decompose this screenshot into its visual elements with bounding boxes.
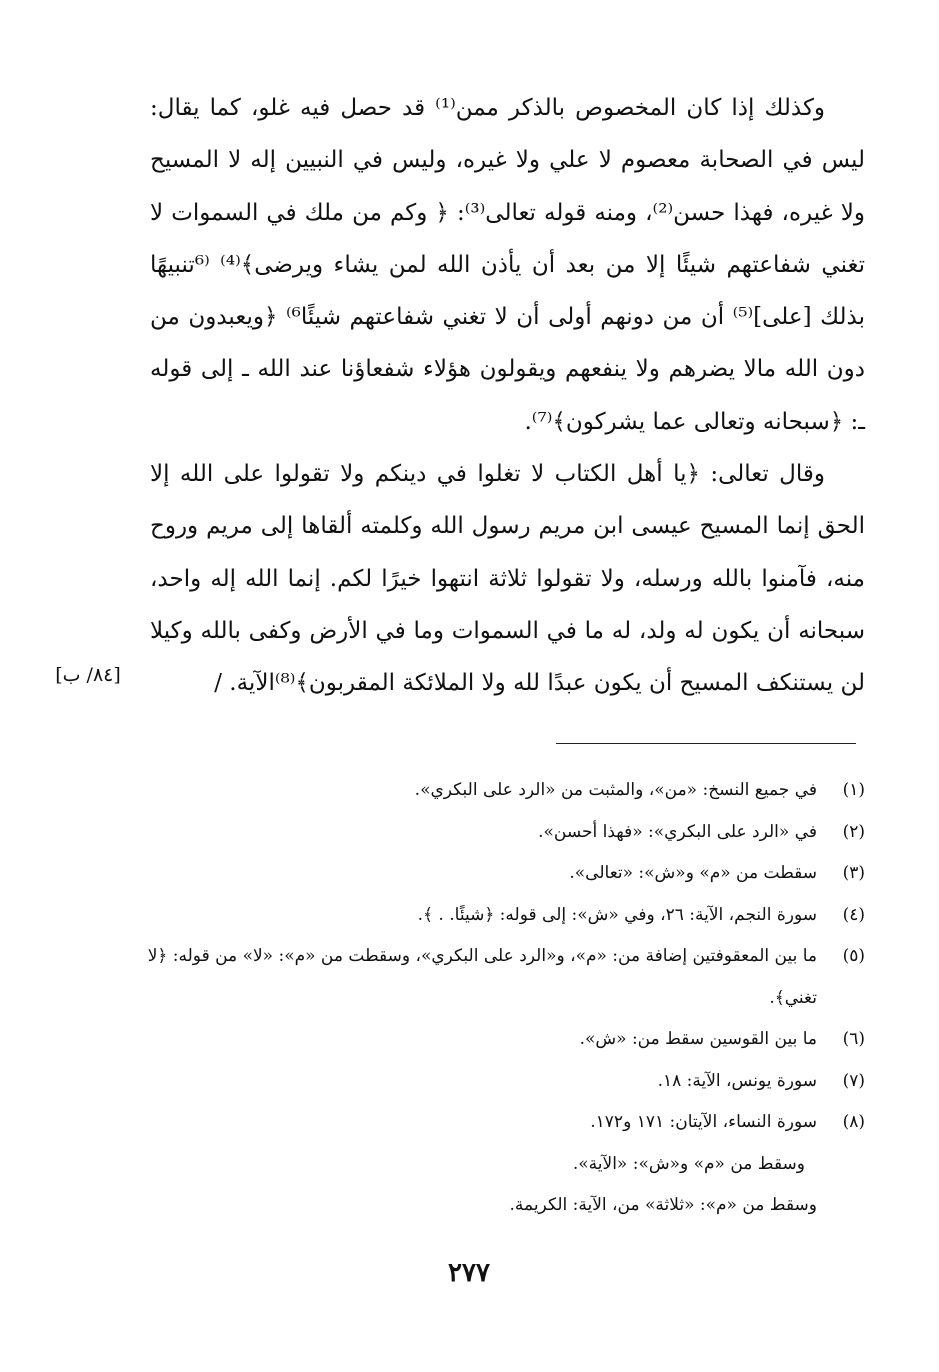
footnote-8-continuation-2 xyxy=(140,1185,865,1227)
footnote-text: وسقط من «م» و«ش»: «الآية». xyxy=(572,1153,805,1174)
footnote-2 xyxy=(140,812,865,854)
footnote-text: سورة النساء، الآيتان: ١٧١ و١٧٢. xyxy=(590,1112,817,1132)
page-number: ٢٧٧ xyxy=(448,1258,490,1288)
footnote-number: (١) xyxy=(842,780,865,800)
footnote-text: ما بين المعقوفتين إضافة من: «م»، و«الرد على البكري»، وسقطت من «م»: «لا» من قوله: ﴿لا تغني﴾. xyxy=(147,946,817,1008)
footnote-text: سورة النجم، الآية: ٢٦، وفي «ش»: إلى قوله: ﴿شيئًا. . ﴾. xyxy=(417,904,817,925)
footnote-6 xyxy=(140,1019,865,1061)
footnote-text: في جميع النسخ: «من»، والمثبت من «الرد على البكري». xyxy=(414,780,817,800)
footnote-number: (٣) xyxy=(842,863,865,883)
footnote-number: (٨) xyxy=(842,1112,865,1132)
margin-folio-note: [٨٤/ ب] xyxy=(55,664,121,686)
footnotes xyxy=(140,770,865,1227)
footnote-text: سقطت من «م» و«ش»: «تعالى». xyxy=(569,863,817,883)
footnote-1 xyxy=(140,770,865,812)
footnote-separator xyxy=(556,743,856,744)
footnote-number: (٧) xyxy=(842,1070,865,1091)
footnote-8 xyxy=(140,1102,865,1144)
footnote-5 xyxy=(140,936,865,1019)
footnote-number: (٢) xyxy=(842,821,865,842)
footnote-text: وسقط من «م»: «ثلاثة» من، الآية: الكريمة. xyxy=(509,1195,817,1215)
main-paragraph-2: وقال تعالى: ﴿يا أهل الكتاب لا تغلوا في دينكم ولا تقولوا على الله إلا الحق إنما المسيح عيسى ابن مريم رسول الله وكلمته ألقاها إلى مريم وروح منه، فآمنوا بالله ورسله، ولا تقولوا ثلاثة انتهوا خيرًا لكم. إنما الله إله واحد، سبحانه أن يكون له ولد، له ما في السموات وما في الأرض وكفى بالله وكيلا لن يستنكف المسيح أن يكون عبدًا لله ولا الملائكة المقربون﴾⁽⁸⁾الآية. / xyxy=(150,461,865,697)
footnote-text: سورة يونس، الآية: ١٨. xyxy=(657,1070,817,1091)
footnote-3 xyxy=(140,853,865,895)
footnote-number: (٥) xyxy=(842,946,865,966)
footnote-number: (٤) xyxy=(842,904,865,925)
main-paragraph-1: وكذلك إذا كان المخصوص بالذكر ممن⁽¹⁾ قد حصل فيه غلو، كما يقال: ليس في الصحابة معصوم لا علي ولا غيره، وليس في النبيين إله لا المسيح ولا غيره، فهذا حسن⁽²⁾، ومنه قوله تعالى⁽³⁾: ﴿ وكم من ملك في السموات لا تغني شفاعتهم شيئًا إلا من بعد أن يأذن الله لمن يشاء ويرضى﴾⁽⁴⁾ ⁽⁶تنبيهًا بذلك [على]⁽⁵⁾ أن من دونهم أولى أن لا تغني شفاعتهم شيئًا⁶⁾ ﴿ويعبدون من دون الله مالا يضرهم ولا ينفعهم ويقولون هؤلاء شفعاؤنا عند الله ـ إلى قوله ـ: ﴿سبحانه وتعالى عما يشركون﴾⁽⁷⁾. xyxy=(150,95,866,435)
footnote-text: في «الرد على البكري»: «فهذا أحسن». xyxy=(538,821,817,842)
footnote-4 xyxy=(140,895,865,937)
main-text xyxy=(150,82,865,710)
footnote-text: ما بين القوسين سقط من: «ش». xyxy=(579,1029,817,1049)
footnote-8-continuation-1 xyxy=(140,1144,865,1186)
footnote-7 xyxy=(140,1061,865,1103)
footnote-number: (٦) xyxy=(842,1029,865,1049)
